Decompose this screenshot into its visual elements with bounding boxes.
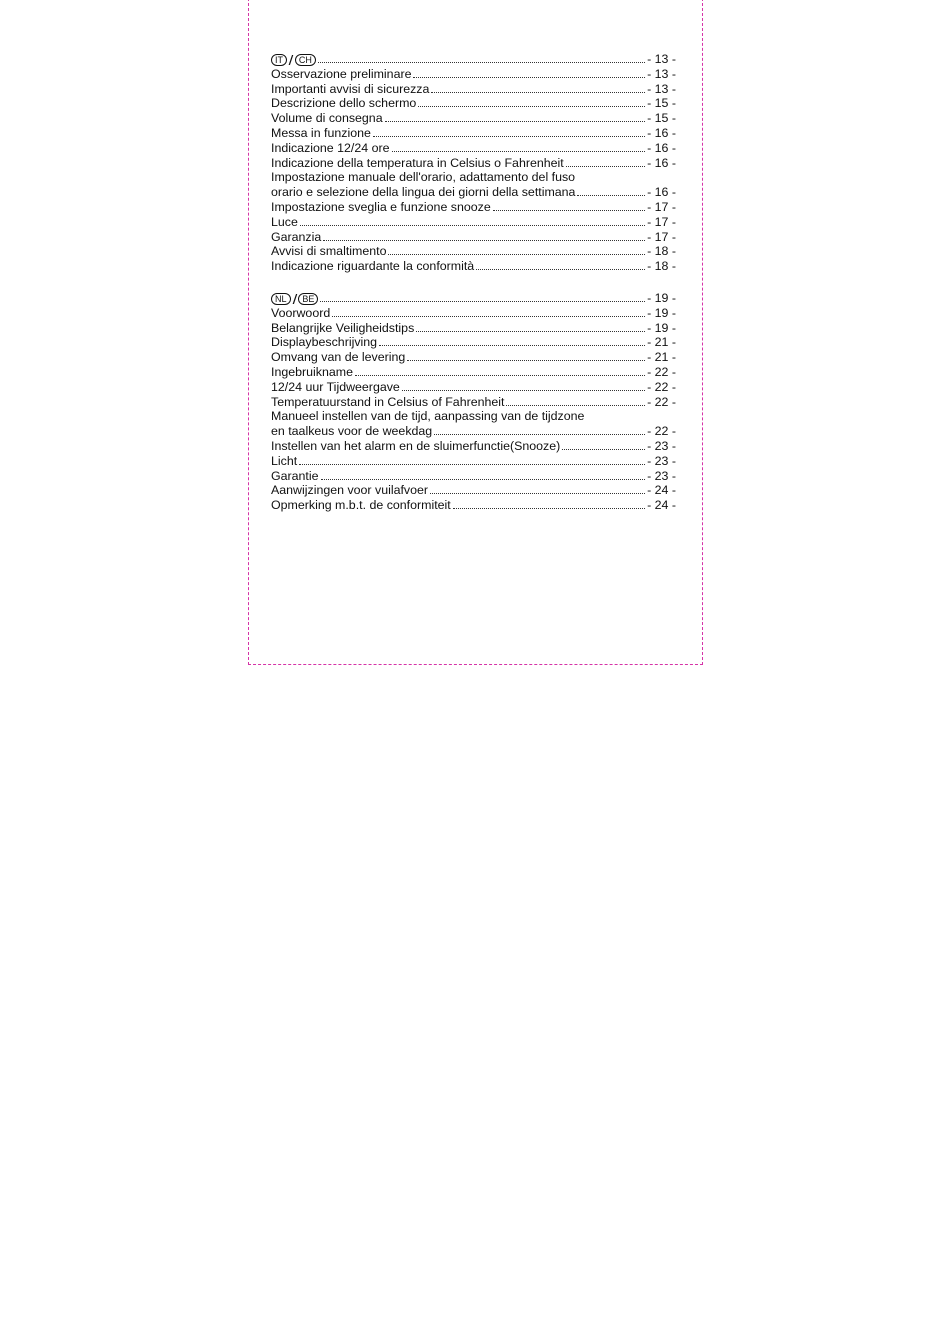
toc-entry-title: orario e selezione della lingua dei giorni della settimana (271, 185, 576, 200)
toc-entry[interactable] (271, 96, 676, 111)
page-number: - 23 - (647, 438, 676, 453)
dot-leader (318, 53, 645, 63)
toc-entry[interactable] (271, 244, 676, 259)
toc-entry[interactable] (271, 215, 676, 230)
dot-leader (562, 440, 645, 450)
toc-entry[interactable] (271, 200, 676, 215)
dot-leader (388, 245, 645, 255)
toc-entry-title: 12/24 uur Tijdweergave (271, 379, 400, 394)
toc-entry-title: Displaybeschrijving (271, 335, 378, 350)
toc-section-header[interactable] (271, 291, 676, 306)
toc-entry[interactable] (271, 424, 676, 439)
toc-entry-title: Indicazione 12/24 ore (271, 140, 390, 155)
toc-entry-title: Importanti avvisi di sicurezza (271, 81, 430, 96)
toc-entry-title: Messa in funzione (271, 125, 371, 140)
page-number: - 19 - (647, 320, 676, 335)
toc-entry-title: Descrizione dello schermo (271, 96, 417, 111)
dot-leader (379, 336, 645, 346)
toc-section-header[interactable] (271, 52, 676, 67)
slash-separator: / (292, 290, 297, 307)
dot-leader (355, 366, 645, 376)
country-code-badge: NL (271, 293, 291, 305)
dot-leader (434, 425, 645, 435)
dot-leader (323, 231, 645, 241)
dot-leader (453, 499, 645, 509)
page-number: - 23 - (647, 468, 676, 483)
toc-entry[interactable] (271, 141, 676, 156)
page-number: - 21 - (647, 350, 676, 365)
toc-entry[interactable] (271, 380, 676, 395)
country-flags (271, 53, 316, 68)
dot-leader (385, 112, 645, 122)
page-number: - 21 - (647, 335, 676, 350)
dot-leader (392, 142, 646, 152)
toc-entry-title: Indicazione riguardante la conformità (271, 259, 475, 274)
toc-entry[interactable] (271, 365, 676, 380)
page-number: - 17 - (647, 199, 676, 214)
table-of-contents (271, 52, 676, 513)
toc-entry[interactable] (271, 111, 676, 126)
page-number: - 22 - (647, 379, 676, 394)
page-number: - 16 - (647, 155, 676, 170)
toc-entry-title: Osservazione preliminare (271, 66, 412, 81)
dot-leader (577, 186, 645, 196)
toc-entry-title: Garanzia (271, 229, 322, 244)
country-code-badge: CH (295, 54, 316, 66)
toc-entry-title: Instellen van het alarm en de sluimerfunctie(Snooze) (271, 438, 561, 453)
toc-entry-title: Volume di consegna (271, 111, 383, 126)
dot-leader (300, 216, 645, 226)
dot-leader (332, 307, 645, 317)
toc-entry-title: Indicazione della temperatura in Celsius o Fahrenheit (271, 155, 564, 170)
toc-entry[interactable] (271, 306, 676, 321)
country-code-badge: IT (271, 54, 287, 66)
toc-entry[interactable] (271, 483, 676, 498)
country-flags (271, 292, 318, 307)
page-number: - 23 - (647, 453, 676, 468)
dot-leader (321, 470, 646, 480)
toc-entry-title: Avvisi di smaltimento (271, 244, 387, 259)
toc-entry[interactable] (271, 321, 676, 336)
dot-leader (416, 322, 645, 332)
toc-entry[interactable] (271, 439, 676, 454)
toc-entry[interactable] (271, 454, 676, 469)
toc-entry[interactable] (271, 469, 676, 484)
toc-entry[interactable] (271, 67, 676, 82)
page-number: - 18 - (647, 259, 676, 274)
page-number: - 15 - (647, 96, 676, 111)
page-number: - 13 - (647, 52, 676, 66)
dot-leader (413, 68, 645, 78)
dot-leader (418, 97, 645, 107)
toc-entry[interactable] (271, 335, 676, 350)
page-number: - 24 - (647, 483, 676, 498)
page-number: - 24 - (647, 498, 676, 513)
toc-section-it-ch (271, 52, 676, 274)
page-number: - 17 - (647, 229, 676, 244)
toc-entry-title: Voorwoord (271, 305, 331, 320)
dot-leader (476, 260, 645, 270)
toc-entry-title: Luce (271, 214, 298, 229)
page-number: - 22 - (647, 424, 676, 439)
toc-entry-title: en taalkeus voor de weekdag (271, 424, 433, 439)
page-number: - 16 - (647, 185, 676, 200)
page-number: - 16 - (647, 125, 676, 140)
toc-entry-title: Aanwijzingen voor vuilafvoer (271, 483, 429, 498)
toc-entry-line1 (271, 409, 676, 424)
toc-entry-title: Impostazione sveglia e funzione snooze (271, 199, 491, 214)
page-number: - 19 - (647, 290, 676, 305)
toc-entry-title: Ingebruikname (271, 364, 353, 379)
toc-section-nl-be (271, 291, 676, 513)
dot-leader (320, 292, 645, 302)
page-number: - 13 - (647, 81, 676, 96)
slash-separator: / (288, 51, 294, 68)
toc-entry-line1 (271, 170, 676, 185)
page-number: - 15 - (647, 111, 676, 126)
page-number: - 22 - (647, 394, 676, 409)
toc-entry-title: Temperatuurstand in Celsius of Fahrenheit (271, 394, 505, 409)
dot-leader (407, 351, 645, 361)
toc-entry[interactable] (271, 498, 676, 513)
page-number: - 18 - (647, 244, 676, 259)
dot-leader (402, 381, 645, 391)
dot-leader (373, 127, 645, 137)
toc-entry[interactable] (271, 82, 676, 97)
toc-entry[interactable] (271, 156, 676, 171)
toc-entry[interactable] (271, 350, 676, 365)
dot-leader (493, 201, 645, 211)
country-code-badge: BE (298, 293, 318, 305)
toc-entry-title: Opmerking m.b.t. de conformiteit (271, 498, 451, 513)
toc-entry-title: Licht (271, 453, 298, 468)
page-number: - 16 - (647, 140, 676, 155)
dot-leader (431, 83, 645, 93)
page-number: - 19 - (647, 305, 676, 320)
toc-entry-title: Manueel instellen van de tijd, aanpassing van de tijdzone (271, 409, 585, 424)
toc-entry[interactable] (271, 126, 676, 141)
dot-leader (506, 396, 645, 406)
page-number: - 13 - (647, 66, 676, 81)
toc-entry[interactable] (271, 395, 676, 410)
dot-leader (299, 455, 645, 465)
page-number: - 17 - (647, 214, 676, 229)
toc-entry-title: Belangrijke Veiligheidstips (271, 320, 415, 335)
toc-entry[interactable] (271, 259, 676, 274)
toc-entry[interactable] (271, 185, 676, 200)
page-number: - 22 - (647, 364, 676, 379)
toc-entry-title: Garantie (271, 468, 319, 483)
toc-entry[interactable] (271, 230, 676, 245)
toc-entry-title: Impostazione manuale dell'orario, adattamento del fuso (271, 170, 576, 185)
toc-entry-title: Omvang van de levering (271, 350, 406, 365)
dot-leader (430, 484, 645, 494)
dot-leader (566, 157, 645, 167)
